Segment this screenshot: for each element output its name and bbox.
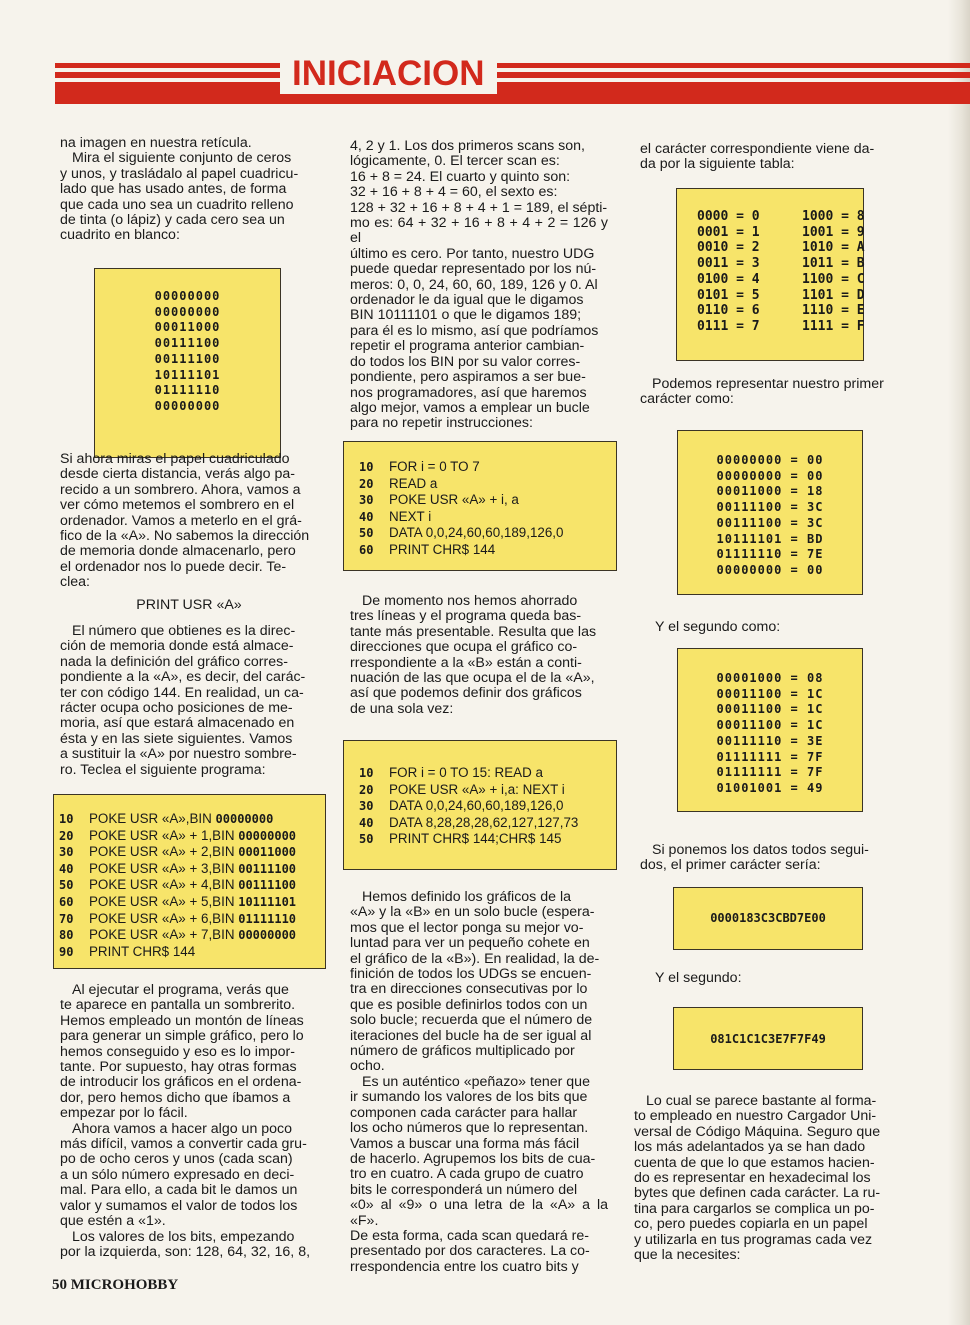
line-number: 40 xyxy=(359,815,374,830)
text-line: Ahora vamos a hacer algo un poco xyxy=(72,1120,293,1137)
byte-row: 00111100 = 3C xyxy=(716,500,824,515)
header-stripe xyxy=(55,63,970,68)
char2-values xyxy=(678,671,862,797)
header-stripe xyxy=(55,72,970,78)
byte-row: 00011100 = 1C xyxy=(716,686,824,701)
bitmap-grid xyxy=(95,289,280,415)
program-line xyxy=(59,861,296,878)
program-line xyxy=(59,828,296,845)
text-line: por la izquierda, son: 128, 64, 32, 16, 8, xyxy=(60,1243,311,1260)
text-line: luntad para ver un pequeño cohete en xyxy=(350,935,590,952)
byte-row: 00001000 = 08 xyxy=(716,671,824,685)
text-line: a un sólo número expresado en deci- xyxy=(60,1166,295,1183)
line-code: DATA 8,28,28,28,62,127,127,73 xyxy=(389,814,579,830)
byte-row: 00000000 xyxy=(154,398,221,413)
text-line: 128 + 32 + 16 + 8 + 4 + 1 = 189, el sépti- xyxy=(350,199,608,216)
text-line: el carácter correspondiente viene da- xyxy=(640,141,875,157)
text-line: lógicamente, 0. El tercer scan es: xyxy=(350,153,560,170)
program-line xyxy=(59,894,296,911)
line-code: POKE USR «A»,BIN xyxy=(89,811,216,826)
line-code: POKE USR «A» + 7,BIN xyxy=(89,927,239,943)
char2-box xyxy=(677,648,863,812)
text-line: cuenta de que lo que estamos hacien- xyxy=(634,1154,875,1171)
text-line: Hemos empleado un montón de líneas xyxy=(60,1012,304,1029)
line-code: POKE USR «A» + 5,BIN xyxy=(89,893,239,909)
text-line: «0» al «9» o una letra de la «A» a la «F». xyxy=(350,1197,608,1229)
hex-table-cell: 1111 = F xyxy=(802,318,865,334)
text-line: y utilizarla en tus programas cada vez xyxy=(634,1231,873,1248)
text-line: el gráfico de la «B»). En realidad, la de- xyxy=(350,950,600,967)
line-number: 20 xyxy=(359,782,374,797)
byte-row: 01111110 = 7E xyxy=(716,547,824,562)
program-box-1 xyxy=(53,794,326,969)
program-line xyxy=(59,911,296,928)
line-code: PRINT CHR$ 144 xyxy=(89,943,196,959)
line-number: 40 xyxy=(359,509,374,524)
text-line: ordenador le da igual que le digamos xyxy=(350,292,584,309)
text-line: bits le corresponderá un número del xyxy=(350,1181,578,1198)
byte-row: 00011100 = 1C xyxy=(716,702,824,717)
header-bar xyxy=(55,82,970,104)
byte-row: 00000000 = 00 xyxy=(716,562,824,577)
byte-row: 10111101 xyxy=(154,367,221,382)
program-line xyxy=(359,798,578,815)
text-line: los ocho números que lo representan. xyxy=(350,1120,589,1137)
hex-table-cell: 1100 = C xyxy=(802,271,865,287)
text-line: dos, el primer carácter sería: xyxy=(640,857,821,874)
col3-para1 xyxy=(640,142,898,173)
byte-row: 01111110 xyxy=(154,383,221,398)
line-code: POKE USR «A» + i,a: NEXT i xyxy=(389,781,565,797)
hex-table-cell: 1000 = 8 xyxy=(802,209,865,224)
line-number: 10 xyxy=(359,766,374,780)
text-line: presentado por dos caracteres. La co- xyxy=(350,1243,590,1260)
byte-row: 00111110 = 3E xyxy=(716,733,824,748)
line-code: POKE USR «A» + i, a xyxy=(389,492,519,508)
text-line: rrespondencia entre los cuatro bits y xyxy=(350,1258,579,1275)
text-line: Podemos representar nuestro primer xyxy=(652,376,884,392)
line-number: 30 xyxy=(59,845,74,860)
text-line: tante. Por supuesto, hay otras formas xyxy=(60,1059,297,1076)
text-line: empezar por lo fácil. xyxy=(60,1105,188,1122)
program-line xyxy=(59,927,296,944)
text-line: número de gráficos multiplicado por xyxy=(350,1043,575,1060)
text-line: hemos conseguido y eso es lo impor- xyxy=(60,1043,296,1060)
text-line: así que podemos definir dos gráficos xyxy=(350,685,582,702)
byte-row: 01111111 = 7F xyxy=(716,749,824,764)
col3-para3: Y el segundo como: xyxy=(655,619,781,635)
text-line: repetir el programa anterior cambian- xyxy=(350,338,585,355)
hex-table-row xyxy=(697,225,907,241)
program-line xyxy=(59,811,296,828)
text-line: a sustituir la «A» por nuestro sombre- xyxy=(60,746,297,763)
line-code: READ a xyxy=(389,475,438,491)
text-line: fico de la «A». No sabemos la dirección xyxy=(60,528,310,545)
hex-table-row xyxy=(697,288,907,304)
text-line: los más adelantados ya se han dado xyxy=(634,1139,866,1156)
char1-values xyxy=(678,453,862,579)
text-line: tro en cuatro. A cada grupo de cuatro xyxy=(350,1166,584,1183)
byte-row: 00000000 xyxy=(154,304,221,319)
line-code: PRINT CHR$ 144;CHR$ 145 xyxy=(389,831,562,847)
text-line: desde cierta distancia, verás algo pa- xyxy=(60,466,296,483)
line-binary: 00000000 xyxy=(215,812,274,826)
program-line xyxy=(359,542,563,559)
text-line: ordenador. Vamos a meterlo en el grá- xyxy=(60,512,302,529)
program-line xyxy=(359,476,563,493)
text-line: rrespondiente a la «B» están a conti- xyxy=(350,654,582,671)
hex-table-cell: 0110 = 6 xyxy=(697,303,760,319)
byte-row: 00111100 xyxy=(154,336,221,351)
hex-table-cell: 0010 = 2 xyxy=(697,240,760,256)
text-line: rácter ocupa ocho posiciones de me- xyxy=(60,700,293,717)
hex-table-cell: 1011 = B xyxy=(802,256,865,272)
line-number: 10 xyxy=(359,460,374,474)
line-binary: 00111100 xyxy=(238,861,297,876)
text-line: clea: xyxy=(60,574,90,591)
col3-para6 xyxy=(634,1094,898,1263)
hex-table-row xyxy=(697,319,907,335)
line-number: 40 xyxy=(59,861,74,876)
byte-row: 00000000 = 00 xyxy=(716,468,824,483)
program-line xyxy=(59,877,296,894)
line-number: 90 xyxy=(59,944,74,959)
col2-para3 xyxy=(350,890,608,1275)
hex-table-cell: 0101 = 5 xyxy=(697,287,760,303)
program-listing xyxy=(59,811,296,960)
line-number: 50 xyxy=(59,878,74,893)
col3-para5: Y el segundo: xyxy=(655,970,742,986)
text-line: para no repetir instrucciones: xyxy=(350,415,533,432)
text-line: puede quedar representado por los nú- xyxy=(350,261,597,278)
text-line: componen cada carácter para hallar xyxy=(350,1104,578,1121)
program-line xyxy=(59,944,296,961)
program-line xyxy=(359,815,578,832)
text-line: mos que el lector ponga su mejor vo- xyxy=(350,919,584,936)
hex-table-row xyxy=(697,256,907,272)
byte-row: 01111111 = 7F xyxy=(716,765,824,780)
line-code: PRINT CHR$ 144 xyxy=(389,541,496,557)
text-line: 16 + 8 = 24. El cuarto y quinto son: xyxy=(350,168,571,185)
byte-row: 00000000 xyxy=(154,289,221,303)
text-line: iteraciones del bucle ha de ser igual al xyxy=(350,1027,592,1044)
text-line: 32 + 16 + 8 + 4 = 60, el sexto es: xyxy=(350,184,558,201)
text-line: direcciones que ocupa el gráfico co- xyxy=(350,639,578,656)
line-binary: 00111100 xyxy=(238,878,297,893)
text-line: para él es lo mismo, así que podríamos xyxy=(350,322,599,339)
hex2-value: 081C1C1C3E7F7F49 xyxy=(710,1032,826,1046)
text-line: Es un auténtico «peñazo» tener que xyxy=(362,1073,590,1090)
line-number: 60 xyxy=(59,894,74,909)
byte-row: 00111100 = 3C xyxy=(716,515,824,530)
text-line: tres líneas y el programa queda bas- xyxy=(350,608,582,625)
text-line: pondiente a la «A», es decir, del carác- xyxy=(60,669,306,686)
text-line: el ordenador nos lo puede decir. Te- xyxy=(60,558,287,575)
print-usr-command: PRINT USR «A» xyxy=(136,597,242,613)
text-line: bytes que definen cada carácter. La ru- xyxy=(634,1185,881,1202)
line-number: 30 xyxy=(359,799,374,814)
text-line: y unos, y trasládalo al papel cuadricu- xyxy=(60,165,299,182)
byte-row: 00011100 = 1C xyxy=(716,718,824,733)
text-line: moria, así que estará almacenado en xyxy=(60,715,295,732)
text-line: Mira el siguiente conjunto de ceros xyxy=(72,150,292,167)
col1-para4 xyxy=(60,983,318,1260)
text-line: finición de todos los UDGs se encuen- xyxy=(350,966,592,983)
text-line: do es representar en hexadecimal los xyxy=(634,1170,871,1187)
text-line: ésta y en las siete siguientes. Vamos xyxy=(60,730,293,747)
text-line: Si ahora miras el papel cuadriculado xyxy=(60,451,290,467)
text-line: carácter como: xyxy=(640,391,734,408)
col3-para2 xyxy=(640,377,898,408)
hex-table-cell: 1010 = A xyxy=(802,240,865,256)
hex-table-cell: 0100 = 4 xyxy=(697,271,760,287)
text-line: de una sola vez: xyxy=(350,700,454,717)
text-line: nuación de las que ocupa el de la «A», xyxy=(350,670,595,687)
text-line: Vamos a buscar una forma más fácil xyxy=(350,1135,580,1152)
hex-table-cell: 0001 = 1 xyxy=(697,224,760,240)
hex-table-cell: 1110 = E xyxy=(802,303,865,319)
line-code: DATA 0,0,24,60,60,189,126,0 xyxy=(389,525,564,541)
line-binary: 00000000 xyxy=(238,828,297,843)
text-line: meros: 0, 0, 24, 60, 60, 189, 126 y 0. Al xyxy=(350,276,598,293)
text-line: ter con código 144. En realidad, un ca- xyxy=(60,684,304,701)
byte-row: 01001001 = 49 xyxy=(716,780,824,795)
text-line: nos programadores, así que haremos xyxy=(350,384,587,401)
text-line: tra en direcciones consecutivas por lo xyxy=(350,981,588,998)
line-code: POKE USR «A» + 3,BIN xyxy=(89,860,239,876)
hex-table-box xyxy=(676,188,864,361)
line-number: 10 xyxy=(59,812,74,826)
text-line: co, pero puedes copiarla en un papel xyxy=(634,1216,868,1233)
text-line: BIN 10111101 o que le digamos 189; xyxy=(350,307,582,324)
program-line xyxy=(359,509,563,526)
line-number: 30 xyxy=(359,493,374,508)
text-line: que cada uno sea un cuadrito relleno xyxy=(60,196,294,213)
text-line: ocho. xyxy=(350,1058,385,1075)
text-line: tina para cargarlos se complica un po- xyxy=(634,1200,875,1217)
text-line: Lo cual se parece bastante al forma- xyxy=(646,1093,877,1109)
hex-table-cell: 0011 = 3 xyxy=(697,256,760,272)
bitmap-grid-box xyxy=(94,268,281,458)
text-line: cuadrito en blanco: xyxy=(60,227,180,244)
text-line: que estén a «1». xyxy=(60,1213,166,1230)
line-number: 50 xyxy=(359,832,374,847)
line-code: FOR i = 0 TO 15: READ a xyxy=(389,765,543,780)
text-line: último es cero. Por tanto, nuestro UDG xyxy=(350,245,595,262)
text-line: ir sumando los valores de los bits que xyxy=(350,1089,588,1106)
byte-row: 00111100 xyxy=(154,351,221,366)
program-box-3 xyxy=(343,740,617,870)
hex-table-row xyxy=(697,209,907,225)
line-code: NEXT i xyxy=(389,508,432,524)
text-line: para generar un simple gráfico, pero lo xyxy=(60,1028,304,1045)
byte-row: 00011000 xyxy=(154,320,221,335)
line-code: POKE USR «A» + 4,BIN xyxy=(89,877,239,893)
text-line: De momento nos hemos ahorrado xyxy=(362,593,578,609)
hex2-box xyxy=(673,1007,863,1070)
hex-table-cell: 1101 = D xyxy=(802,287,865,303)
text-line: lado que has usado antes, de forma xyxy=(60,181,287,198)
hex1-box xyxy=(673,887,863,950)
text-line: do todos los BIN por su valor corres- xyxy=(350,353,581,370)
line-code: POKE USR «A» + 2,BIN xyxy=(89,844,239,860)
hex-table-row xyxy=(697,303,907,319)
program-line xyxy=(359,831,578,848)
line-number: 60 xyxy=(359,542,374,557)
text-line: valor y sumamos el valor de todos los xyxy=(60,1197,298,1214)
col1-intro xyxy=(60,136,318,244)
text-line: De esta forma, cada scan quedará re- xyxy=(350,1227,589,1244)
program-line xyxy=(359,492,563,509)
line-number: 80 xyxy=(59,928,74,943)
col2-para1 xyxy=(350,139,608,432)
program-line xyxy=(59,844,296,861)
text-line: 4, 2 y 1. Los dos primeros scans son, xyxy=(350,138,585,154)
text-line: ción de memoria donde está almace- xyxy=(60,638,294,655)
line-binary: 00000000 xyxy=(238,928,297,943)
hex-table-cell: 0000 = 0 xyxy=(697,209,760,224)
section-title: INICIACION xyxy=(280,54,497,94)
line-code: POKE USR «A» + 1,BIN xyxy=(89,827,239,843)
text-line: de memoria donde almacenarlo, pero xyxy=(60,543,296,560)
program-listing xyxy=(359,459,563,559)
line-binary: 00011000 xyxy=(238,845,297,860)
text-line: da por la siguiente tabla: xyxy=(640,156,795,173)
text-line: tante más presentable. Resulta que las xyxy=(350,623,597,640)
hex-table-cell: 0111 = 7 xyxy=(697,318,760,334)
line-binary: 10111101 xyxy=(238,894,297,909)
text-line: Si ponemos los datos todos segui- xyxy=(652,842,869,858)
text-line: te aparece en pantalla un sombrerito. xyxy=(60,997,296,1014)
line-number: 70 xyxy=(59,911,74,926)
text-line: mal. Para ello, a cada bit le damos un xyxy=(60,1182,298,1199)
text-line: de tinta (o lápiz) y cada cero sea un xyxy=(60,212,285,229)
program-listing xyxy=(359,765,578,848)
line-code: DATA 0,0,24,60,60,189,126,0 xyxy=(389,798,564,814)
line-number: 50 xyxy=(359,526,374,541)
text-line: de introducir los gráficos en el ordena- xyxy=(60,1074,302,1091)
text-line: «A» y la «B» en un solo bucle (espera- xyxy=(350,904,595,921)
text-line: Los valores de los bits, empezando xyxy=(72,1228,295,1245)
col2-para2 xyxy=(350,594,608,717)
text-line: pondiente, pero aspiramos a ser bue- xyxy=(350,369,586,386)
text-line: algo mejor, vamos a emplear un bucle xyxy=(350,399,590,416)
text-line: versal de Código Máquina. Seguro que xyxy=(634,1123,881,1140)
text-line: El número que obtienes es la direc- xyxy=(72,623,296,639)
text-line: nada la definición del gráfico corres- xyxy=(60,653,288,670)
text-line: que es posible definirlos todos con un xyxy=(350,996,588,1013)
program-line xyxy=(359,459,563,476)
text-line: solo bucle; recuerda que el número de xyxy=(350,1012,593,1029)
text-line: Al ejecutar el programa, verás que xyxy=(72,982,289,998)
byte-row: 00000000 = 00 xyxy=(716,453,824,467)
text-line: ro. Teclea el siguiente programa: xyxy=(60,761,266,778)
line-number: 20 xyxy=(359,476,374,491)
text-line: de hacerlo. Agrupemos los bits de cua- xyxy=(350,1150,596,1167)
hex-table-row xyxy=(697,272,907,288)
hex-table xyxy=(697,209,907,335)
col1-para3 xyxy=(60,624,318,778)
col3-para4 xyxy=(640,843,898,874)
text-line: po de ocho ceros y unos (cada scan) xyxy=(60,1151,293,1168)
text-line: que la necesites: xyxy=(634,1247,741,1264)
page-edge xyxy=(948,0,970,1325)
text-line: más difícil, vamos a convertir cada gru- xyxy=(60,1136,307,1153)
program-box-2 xyxy=(343,441,617,571)
byte-row: 00011000 = 18 xyxy=(716,484,824,499)
text-line: to empleado en nuestro Cargador Uni- xyxy=(634,1108,877,1125)
char1-box xyxy=(677,430,863,595)
byte-row: 10111101 = BD xyxy=(716,531,824,546)
text-line: dor, pero hemos dicho que íbamos a xyxy=(60,1089,291,1106)
text-line: ver cómo metemos el sombrero en el xyxy=(60,497,295,514)
text-line: mo es: 64 + 32 + 16 + 8 + 4 + 2 = 126 y el xyxy=(350,215,608,247)
hex1-value: 0000183C3CBD7E00 xyxy=(710,911,826,925)
text-line: na imagen en nuestra retícula. xyxy=(60,135,252,151)
program-line xyxy=(359,525,563,542)
hex-table-cell: 1001 = 9 xyxy=(802,224,865,240)
line-number: 20 xyxy=(59,828,74,843)
page-footer: 50 MICROHOBBY xyxy=(52,1277,179,1293)
line-code: FOR i = 0 TO 7 xyxy=(389,459,480,474)
text-line: recido a un sombrero. Ahora, vamos a xyxy=(60,481,301,498)
text-line: Hemos definido los gráficos de la xyxy=(362,889,571,905)
line-binary: 01111110 xyxy=(238,911,297,926)
hex-table-row xyxy=(697,240,907,256)
program-line xyxy=(359,782,578,799)
col1-para2 xyxy=(60,452,318,591)
line-code: POKE USR «A» + 6,BIN xyxy=(89,910,239,926)
program-line xyxy=(359,765,578,782)
